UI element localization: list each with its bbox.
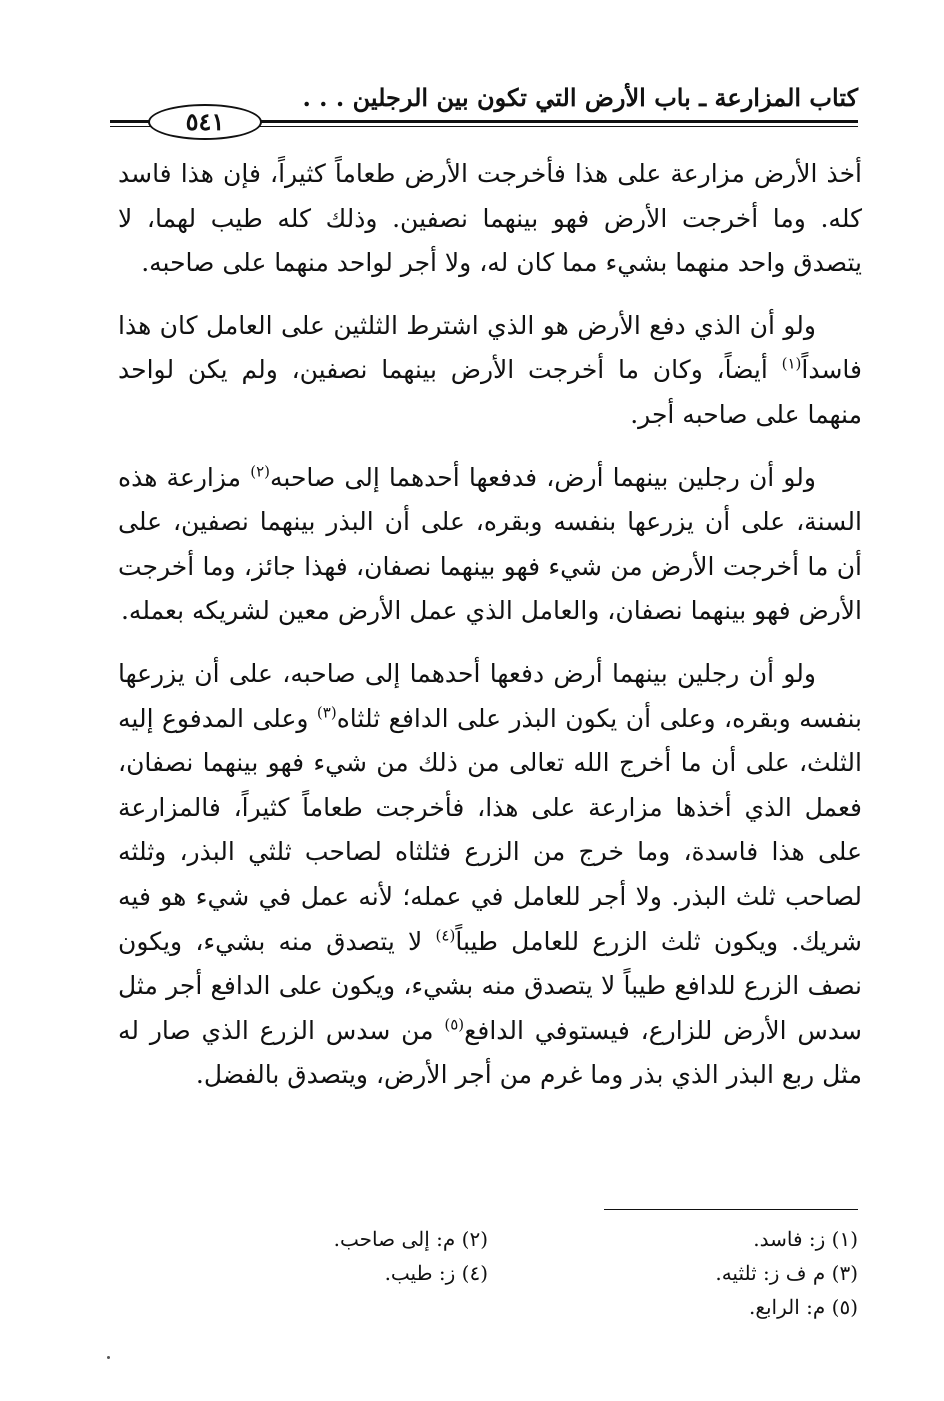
paragraph-text: مزارعة هذه السنة، على أن يزرعها بنفسه وبقره، على أن البذر بينهما نصفين، على أن ما أخرجت الأرض من شيء فهو بينهما نصفان، فهذا جائز، وما أخرجت الأرض فهو بينهما نصفان، والعامل الذي عمل الأرض معين لشريكه بعمله.: [118, 462, 862, 626]
paragraph-text: ولو أن رجلين بينهما أرض دفعها أحدهما إلى صاحبه، على أن يزرعها بنفسه وبقره، وعلى أن يكون البذر على الدافع ثلثاه: [118, 658, 862, 733]
footnote-separator: [604, 1209, 858, 1210]
footnote: (٢) م: إلى صاحب.: [333, 1227, 488, 1251]
footnote-row: [118, 1290, 858, 1324]
footnote: (٤) ز: طيب.: [384, 1261, 488, 1285]
paragraph-text: وعلى المدفوع إليه الثلث، على أن ما أخرج الله تعالى من ذلك من شيء فهو بينهما نصفان، فعمل الذي أخذها مزارعة على هذا، فأخرجت طعاماً كثيراً، فالمزارعة على هذا فاسدة، وما خرج من الزرع فثلثاه لصاحب ثلثي البذر، وثلثه لصاحب ثلث البذر. ولا أجر للعامل في عمله؛ لأنه عمل في شيء هو فيه شريك. ويكون ثلث الزرع للعامل طيباً: [118, 703, 862, 956]
footnote-row: [118, 1222, 858, 1256]
page-number: ٥٤١: [148, 104, 262, 140]
footnote-ref: (٢): [250, 462, 270, 481]
footnote-ref: (١): [781, 355, 802, 374]
footnote-ref: (٤): [435, 926, 456, 945]
paragraph: [118, 152, 862, 286]
paragraph-text: من سدس الزرع الذي صار له مثل ربع البذر الذي بذر وما غرم من أجر الأرض، ويتصدق بالفضل.: [118, 1015, 862, 1090]
footnote-row: [118, 1256, 858, 1290]
paragraph-text: ولو أن رجلين بينهما أرض، فدفعها أحدهما إلى صاحبه: [270, 462, 816, 492]
page-header: [110, 82, 858, 136]
paragraph-text: لا يتصدق منه بشيء، ويكون نصف الزرع للدافع طيباً لا يتصدق منه بشيء، ويكون على الدافع أجر مثل سدس الأرض للزارع، فيستوفي الدافع: [118, 926, 863, 1045]
paragraph-text: ولو أن الذي دفع الأرض هو الذي اشترط الثلثين على العامل كان هذا فاسداً: [118, 310, 862, 385]
footnote: (١) ز: فاسد.: [753, 1227, 858, 1251]
paragraph: [118, 652, 862, 1098]
paragraph-text: أخذ الأرض مزارعة على هذا فأخرجت الأرض طعاماً كثيراً، فإن هذا فاسد كله. وما أخرجت الأرض فهو بينهما نصفين. وذلك كله طيب لهما، لا يتصدق واحد منهما بشيء مما كان له، ولا أجر لواحد منهما على صاحبه.: [118, 159, 862, 278]
running-title: كتاب المزارعة ـ باب الأرض التي تكون بين الرجلين . . .: [302, 83, 858, 112]
paragraph: [118, 456, 862, 634]
footnote: (٥) م: الرابع.: [748, 1295, 858, 1319]
main-text: [118, 152, 862, 1116]
footnote-ref: (٣): [316, 703, 337, 722]
paragraph: [118, 304, 862, 438]
footnotes: [118, 1222, 858, 1324]
footnote-ref: (٥): [444, 1015, 465, 1034]
footnote: (٣) م ف ز: ثلثيه.: [715, 1261, 858, 1285]
paragraph-text: أيضاً، وكان ما أخرجت الأرض بينهما نصفين، ولم يكن لواحد منهما على صاحبه أجر.: [118, 355, 862, 429]
scan-speck: [107, 1356, 110, 1359]
